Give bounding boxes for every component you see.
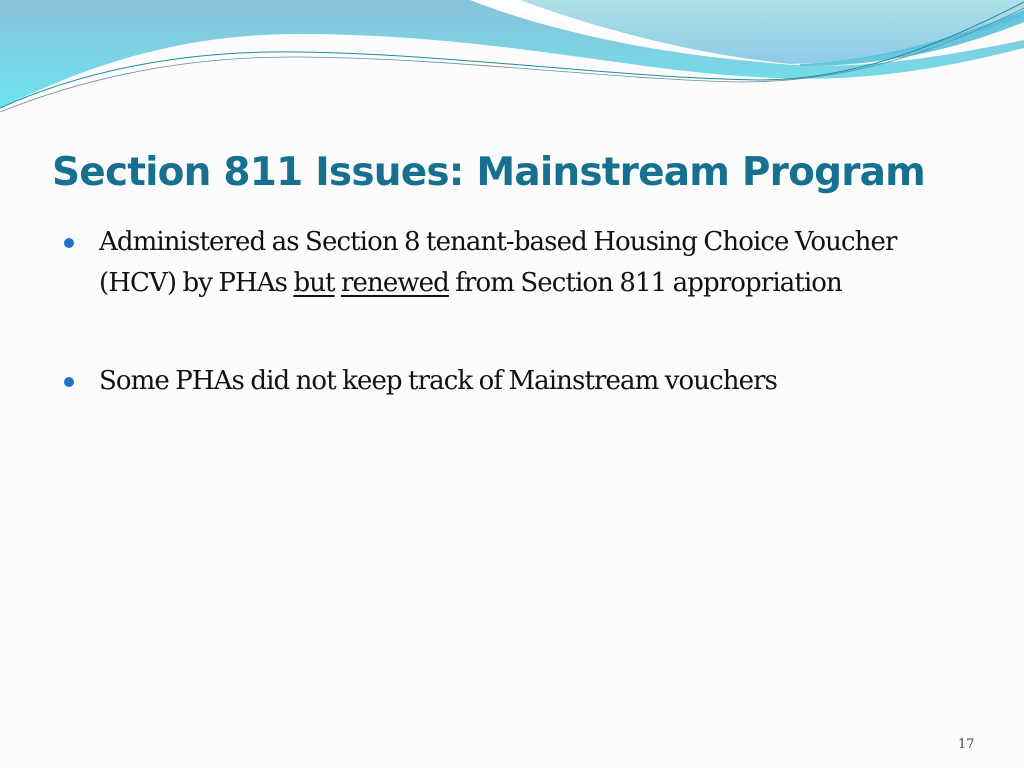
underlined-word-renewed: renewed [340,268,449,298]
slide-title: Section 811 Issues: Mainstream Program [52,150,925,195]
bullet-item [62,222,942,304]
bullet-dot-icon [64,377,74,387]
page-number: 17 [958,737,975,752]
bullet-text-segment: from Section 811 appropriation [448,268,842,298]
underlined-word-but: but [293,268,335,298]
bullet-text [99,366,777,396]
bullet-item [62,361,942,402]
decorative-header-wave [0,0,1024,130]
bullet-list [62,222,942,459]
bullet-text-segment: Administered as Section 8 tenant-based Housing Choice Voucher (HCV) by PHAs [99,227,897,298]
bullet-text [99,227,897,298]
bullet-text-segment: Some PHAs did not keep track of Mainstream vouchers [99,366,778,396]
bullet-dot-icon [64,238,74,248]
